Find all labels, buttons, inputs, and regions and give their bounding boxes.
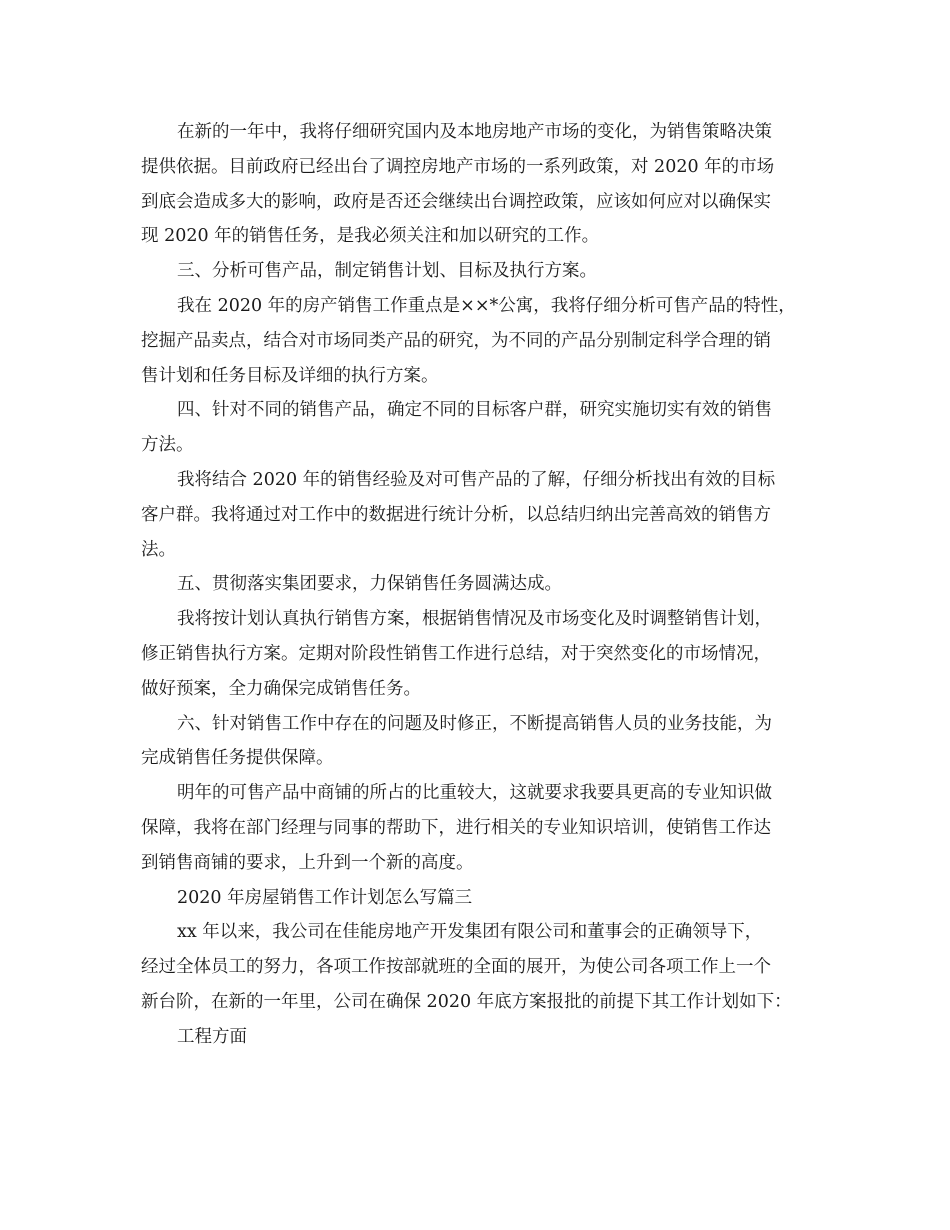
article-title: 2020 年房屋销售工作计划怎么写篇三 [177,887,473,908]
section-heading: 六、针对销售工作中存在的问题及时修正，不断提高销售人员的业务技能，为 [177,713,772,734]
section-heading: 三、分析可售产品，制定销售计划、目标及执行方案。 [177,261,597,282]
text-line: 做好预案，全力确保完成销售任务。 [141,678,421,699]
text-line: 完成销售任务提供保障。 [141,748,334,769]
text-line: 到底会造成多大的影响，政府是否还会继续出台调控政策，应该如何应对以确保实 [141,191,771,212]
text-line: 修正销售执行方案。定期对阶段性销售工作进行总结，对于突然变化的市场情况， [141,643,771,664]
text-line: 客户群。我将通过对工作中的数据进行统计分析，以总结归纳出完善高效的销售方 [141,504,771,525]
section-heading: 工程方面 [177,1026,247,1047]
text-line: 在新的一年中，我将仔细研究国内及本地房地产市场的变化，为销售策略决策 [177,122,772,142]
section-heading: 五、贯彻落实集团要求，力保销售任务圆满达成。 [177,574,562,595]
text-line: 法。 [141,539,176,560]
text-line: 经过全体员工的努力，各项工作按部就班的全面的展开，为使公司各项工作上一个 [141,957,771,978]
text-line: 新台阶，在新的一年里，公司在确保 2020 年底方案报批的前提下其工作计划如下： [141,991,792,1012]
text-line: xx 年以来，我公司在佳能房地产开发集团有限公司和董事会的正确领导下， [177,922,763,943]
text-line: 我将结合 2020 年的销售经验及对可售产品的了解，仔细分析找出有效的目标 [177,469,776,490]
text-line: 到销售商铺的要求，上升到一个新的高度。 [141,852,474,873]
section-heading: 四、针对不同的销售产品，确定不同的目标客户群，研究实施切实有效的销售 [177,400,772,421]
text-line: 提供依据。目前政府已经出台了调控房地产市场的一系列政策，对 2020 年的市场 [141,156,775,177]
text-line: 我在 2020 年的房产销售工作重点是××*公寓，我将仔细分析可售产品的特性， [177,295,796,316]
document-body [141,115,821,1055]
text-line: 明年的可售产品中商铺的所占的比重较大，这就要求我要具更高的专业知识做 [177,783,772,804]
text-line: 我将按计划认真执行销售方案，根据销售情况及市场变化及时调整销售计划， [177,609,772,630]
text-line: 保障，我将在部门经理与同事的帮助下，进行相关的专业知识培训，使销售工作达 [141,817,771,838]
text-line: 售计划和任务目标及详细的执行方案。 [141,365,439,386]
text-line: 方法。 [141,435,194,456]
text-line: 现 2020 年的销售任务，是我必须关注和加以研究的工作。 [141,226,600,247]
text-line: 挖掘产品卖点，结合对市场同类产品的研究，为不同的产品分别制定科学合理的销 [141,330,771,351]
